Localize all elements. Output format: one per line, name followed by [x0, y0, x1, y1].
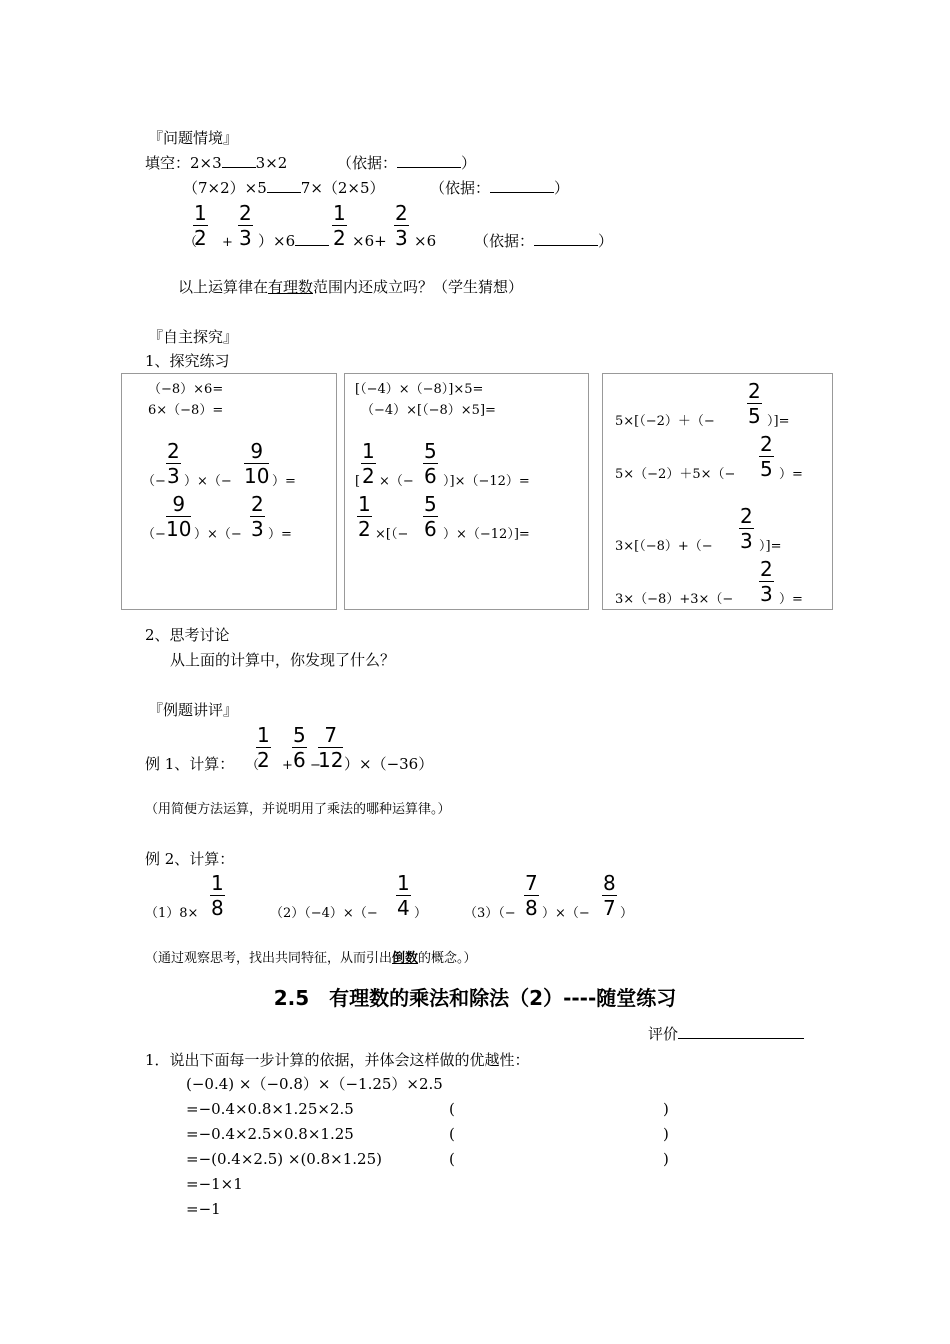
practice-box-2: [（−4）×（−8）]×5= （−4）×[（−8）×5]= [ 1 2 ×（− 5 6 ）]×（−12）= 1 2 ×[（− 5 6 ）×（−12）]= — [344, 373, 589, 610]
step-line: =−1 — [186, 1200, 221, 1218]
reason-paren-open[interactable]: ( — [449, 1100, 455, 1118]
practice-box-1: （−8）×6= 6×（−8）= （− 2 3 ）×（− 9 10 ）= （− 9 10 ）×（− 2 3 ）= — [121, 373, 337, 610]
basis-blank[interactable] — [490, 191, 554, 193]
basis-blank[interactable] — [534, 244, 598, 246]
basis-blank[interactable] — [397, 166, 461, 168]
fill-row-1: 填空：2×3 3×2 — [145, 154, 288, 172]
times-six: ×6 — [414, 232, 437, 250]
fraction-one-eighth: 1 8 — [211, 871, 224, 920]
basis-3: （依据： ） — [474, 232, 614, 250]
basis-2: （依据： ） — [430, 179, 570, 197]
section-heading-problem: 『问题情境』 — [148, 129, 239, 147]
section-heading-explore: 『自主探究』 — [148, 328, 239, 346]
fraction-one-half: 1 2 — [362, 439, 375, 488]
fraction-seven-twelfths: 7 12 — [318, 723, 344, 772]
step-line: =−0.4×2.5×0.8×1.25 — [186, 1125, 354, 1143]
fraction-one-quarter: 1 4 — [397, 871, 410, 920]
fraction-two-thirds: 2 3 — [395, 201, 408, 250]
question-1: 1．说出下面每一步计算的依据，并体会这样做的优越性： — [145, 1051, 530, 1069]
plus-sign: + — [222, 235, 233, 250]
answer-blank[interactable] — [267, 191, 301, 193]
fraction-two-fifths: 2 5 — [748, 379, 761, 428]
step-line: (−0.4) ×（−0.8）×（−1.25）×2.5 — [186, 1075, 443, 1093]
step-line: =−(0.4×2.5) ×(0.8×1.25) — [186, 1150, 382, 1168]
fill-label: 填空： — [145, 154, 191, 172]
reason-paren-close: ) — [663, 1125, 669, 1143]
subheading-discuss: 2、思考讨论 — [145, 626, 230, 644]
fraction-nine-tenths: 9 10 — [166, 492, 192, 541]
guess-question: 以上运算律在有理数范围内还成立吗？（学生猜想） — [178, 278, 524, 296]
example-1-label: 例 1、计算： — [145, 755, 235, 773]
fraction-five-sixths: 5 6 — [424, 492, 437, 541]
fraction-two-thirds: 2 3 — [251, 492, 264, 541]
fraction-two-thirds: 2 3 — [740, 504, 753, 553]
answer-blank[interactable] — [295, 244, 329, 246]
paren-open: （ — [184, 235, 198, 250]
step-line: =−1×1 — [186, 1175, 243, 1193]
fraction-two-thirds: 2 3 — [239, 201, 252, 250]
fraction-two-thirds: 2 3 — [760, 557, 773, 606]
fraction-one-half: 1 2 — [358, 492, 371, 541]
answer-blank[interactable] — [222, 166, 256, 168]
reason-paren-open[interactable]: ( — [449, 1125, 455, 1143]
practice-box-3: 5×[（−2）＋（− 2 5 ）]= 5×（−2）＋5×（− 2 5 ）= 3×[（−8）+（− 2 3 ）]= 3×（−8）+3×（− 2 3 ）= — [602, 373, 833, 610]
reason-paren-close: ) — [663, 1100, 669, 1118]
subheading-practice: 1、探究练习 — [145, 352, 230, 370]
evaluation-blank[interactable] — [678, 1037, 804, 1039]
fill-row-3-mid: ）×6 — [258, 234, 329, 249]
section-heading-examples: 『例题讲评』 — [148, 701, 239, 719]
basis-1: （依据： ） — [337, 154, 477, 172]
evaluation-field: 评价 — [648, 1027, 804, 1042]
example-2-label: 例 2、计算： — [145, 850, 235, 868]
step-line: =−0.4×0.8×1.25×2.5 — [186, 1100, 354, 1118]
example-1-note: （用简便方法运算，并说明用了乘法的哪种运算律。） — [145, 802, 451, 817]
fraction-one-half: 1 2 — [194, 201, 207, 250]
fraction-one-half: 1 2 — [333, 201, 346, 250]
fraction-eight-sevenths: 8 7 — [603, 871, 616, 920]
discuss-question: 从上面的计算中，你发现了什么？ — [170, 651, 396, 669]
fraction-nine-tenths: 9 10 — [244, 439, 270, 488]
fraction-five-sixths: 5 6 — [424, 439, 437, 488]
reason-paren-close: ) — [663, 1150, 669, 1168]
fraction-one-half: 1 2 — [257, 723, 270, 772]
fraction-five-sixths: 5 6 — [293, 723, 306, 772]
practice-title: 2.5 有理数的乘法和除法（2）----随堂练习 — [273, 986, 677, 1010]
fraction-seven-eighths: 7 8 — [525, 871, 538, 920]
times-six-plus: ×6+ — [352, 232, 387, 250]
fraction-two-thirds: 2 3 — [167, 439, 180, 488]
example-2-note: （通过观察思考，找出共同特征，从而引出倒数的概念。） — [145, 951, 477, 966]
fill-row-2: （7×2）×5 7×（2×5） — [183, 179, 385, 197]
fraction-two-fifths: 2 5 — [760, 432, 773, 481]
reason-paren-open[interactable]: ( — [449, 1150, 455, 1168]
